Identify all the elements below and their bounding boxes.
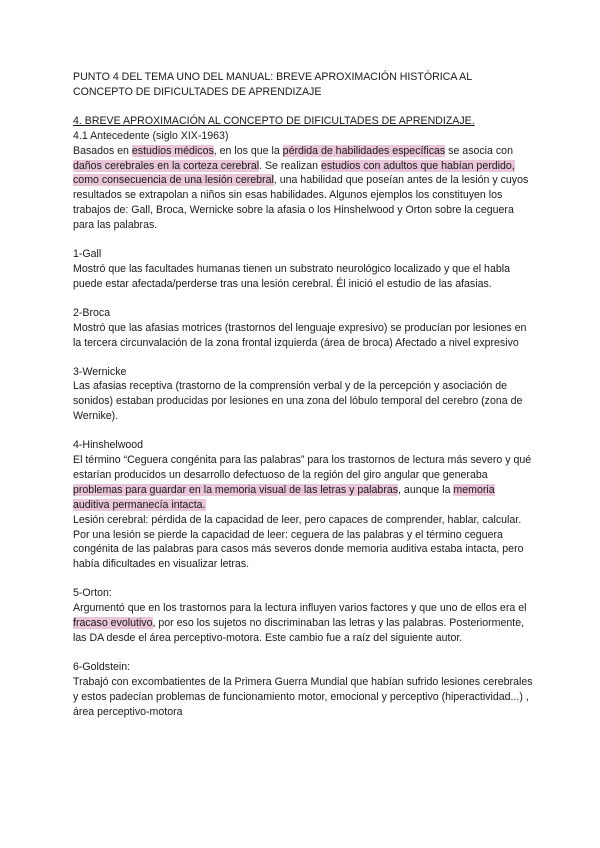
author-heading: 4-Hinshelwood <box>73 439 144 452</box>
author-paragraph <box>73 262 533 292</box>
text-run: , una habilidad que poseían antes de la lesión y cuyos resultados se extrapolan a niños sin esas habilidades. Algunos ejemplos los constituyen los trabajos de: Gall, Broca, Wernicke sobre la afasia o los Hinshelwood y Orton sobre la ceguera para las palabras. <box>73 174 529 232</box>
author-heading: 1-Gall <box>73 248 102 261</box>
text-run: Lesión cerebral: pérdida de la capacidad de leer, pero capaces de comprender, hablar, calcular. Por una lesión se pierde la capacidad de leer: ceguera de las palabras y el término ceguera congénita de las palabras para casos más severos donde memoria auditiva estaba intacta, pero había dificultades en visualizar letras. <box>73 513 524 571</box>
author-section <box>73 660 533 720</box>
text-run: Argumentó que en los trastornos para la lectura influyen varios factores y que uno de ellos era el <box>73 602 527 615</box>
text-run: , por eso los sujetos no discriminaban las letras y las palabras. Posteriormente, las DA desde el área perceptivo-motora. Este cambio fue a raíz del siguiente autor. <box>73 617 525 644</box>
title-line-1: PUNTO 4 DEL TEMA UNO DEL MANUAL: BREVE APROXIMACIÓN HISTÓRICA AL <box>73 71 473 83</box>
highlighted-text: estudios con adultos que habían perdido, como consecuencia de una lesión cerebral <box>73 159 515 187</box>
text-run: Las afasias receptiva (trastorno de la comprensión verbal y de la percepción y asociación de sonidos) estaban producidas por lesiones en una zona del lóbulo temporal del cerebro (zona de Wernike). <box>73 380 523 423</box>
highlighted-text: fracaso evolutivo <box>73 617 153 630</box>
author-heading: 2-Broca <box>73 306 111 319</box>
author-section <box>73 306 533 351</box>
author-heading: 6-Goldstein: <box>73 660 131 673</box>
document-title <box>73 70 533 100</box>
text-run: Trabajó con excombatientes de la Primera Guerra Mundial que habían sufrido lesiones cerebrales y estos padecían problemas de funcionamiento motor, emocional y perceptivo (hiperactividad...) , área perceptivo-motora <box>73 675 533 718</box>
text-run: Mostró que las facultades humanas tienen un substrato neurológico localizado y que el habla puede estar afectada/perderse tras una lesión cerebral. Él inició el estudio de las afasias. <box>73 262 510 290</box>
author-paragraph <box>73 379 533 424</box>
text-run: , aunque la <box>398 483 454 496</box>
author-heading: 5-Orton: <box>73 587 112 600</box>
section-heading: 4. BREVE APROXIMACIÓN AL CONCEPTO DE DIFICULTADES DE APRENDIZAJE. <box>73 114 475 127</box>
author-section <box>73 586 533 646</box>
author-paragraph <box>73 675 533 720</box>
text-run: El término “Ceguera congénita para las palabras” para los trastornos de lectura más severo y qué estarían producidos un desarrollo defectuoso de la región del giro angular que generaba <box>73 454 532 481</box>
author-paragraph <box>73 513 533 573</box>
title-line-2: CONCEPTO DE DIFICULTADES DE APRENDIZAJE <box>73 85 322 98</box>
text-run: Basados en <box>73 144 132 157</box>
author-paragraph <box>73 321 533 351</box>
highlighted-text: pérdida de habilidades específicas <box>282 144 446 157</box>
author-section <box>73 438 533 572</box>
section-subheading: 4.1 Antecedente (siglo XIX-1963) <box>73 129 229 142</box>
author-heading: 3-Wernicke <box>73 365 127 378</box>
text-run: , en los que la <box>213 144 283 157</box>
text-run: . Se realizan <box>259 159 321 172</box>
author-section <box>73 365 533 425</box>
highlighted-text: daños cerebrales en la corteza cerebral <box>73 159 260 172</box>
text-run: se asocia con <box>445 144 513 157</box>
document-page <box>73 70 533 720</box>
highlighted-text: memoria auditiva permanecía intacta. <box>73 483 495 511</box>
author-section <box>73 247 533 292</box>
text-run: Mostró que las afasias motrices (trastornos del lenguaje expresivo) se producían por lesiones en la tercera circunvalación de la zona frontal izquierda (área de broca) Afectado a nivel expresivo <box>73 321 527 349</box>
author-paragraph <box>73 453 533 513</box>
intro-paragraph <box>73 144 533 233</box>
authors-list <box>73 233 533 719</box>
highlighted-text: problemas para guardar en la memoria visual de las letras y palabras <box>73 483 399 496</box>
highlighted-text: estudios médicos <box>131 144 214 157</box>
author-paragraph <box>73 601 533 646</box>
